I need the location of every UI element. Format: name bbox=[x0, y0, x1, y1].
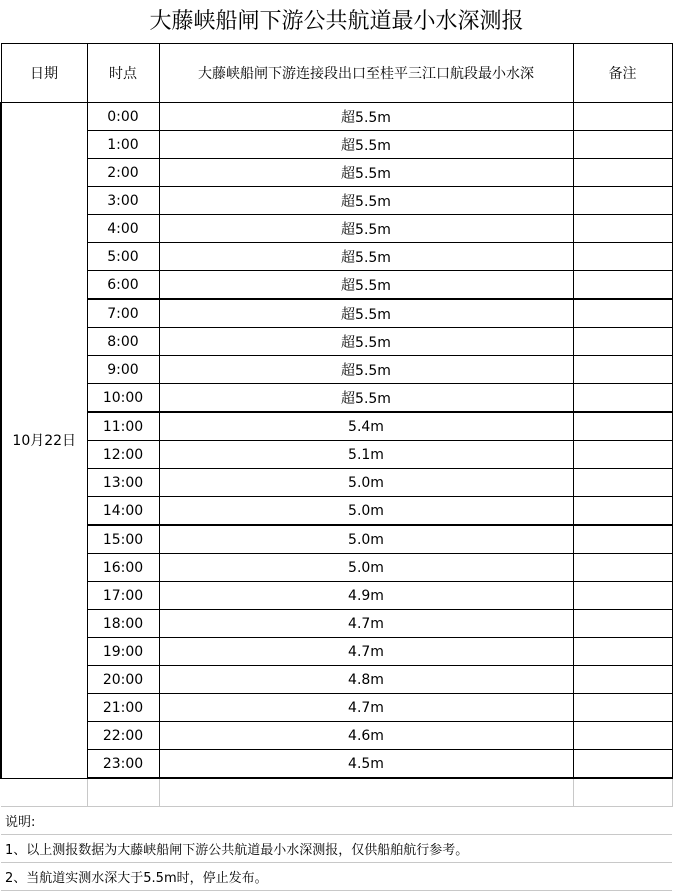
depth-cell: 4.8m bbox=[159, 666, 573, 694]
table-row bbox=[1, 610, 672, 638]
depth-cell: 4.7m bbox=[159, 610, 573, 638]
remark-cell bbox=[573, 384, 672, 413]
remark-cell bbox=[573, 525, 672, 554]
table-row bbox=[1, 131, 672, 159]
header-section: 大藤峡船闸下游连接段出口至桂平三江口航段最小水深 bbox=[159, 44, 573, 103]
table-row bbox=[1, 328, 672, 356]
time-cell: 8:00 bbox=[87, 328, 159, 356]
remark-cell bbox=[573, 666, 672, 694]
remark-cell bbox=[573, 497, 672, 526]
depth-cell: 超5.5m bbox=[159, 299, 573, 328]
remark-cell bbox=[573, 243, 672, 271]
depth-cell: 超5.5m bbox=[159, 103, 573, 131]
time-cell: 11:00 bbox=[87, 412, 159, 441]
depth-cell: 4.6m bbox=[159, 722, 573, 750]
table-row bbox=[1, 554, 672, 582]
note-row bbox=[1, 835, 672, 863]
table-row bbox=[1, 356, 672, 384]
time-cell: 10:00 bbox=[87, 384, 159, 413]
time-cell: 13:00 bbox=[87, 469, 159, 497]
depth-report-table bbox=[0, 43, 673, 891]
remark-cell bbox=[573, 159, 672, 187]
header-remark: 备注 bbox=[573, 44, 672, 103]
remark-cell bbox=[573, 412, 672, 441]
time-cell: 20:00 bbox=[87, 666, 159, 694]
remark-cell bbox=[573, 299, 672, 328]
time-cell: 16:00 bbox=[87, 554, 159, 582]
time-cell: 4:00 bbox=[87, 215, 159, 243]
time-cell: 12:00 bbox=[87, 441, 159, 469]
remark-cell bbox=[573, 554, 672, 582]
table-row bbox=[1, 215, 672, 243]
table-row bbox=[1, 271, 672, 300]
depth-cell: 5.0m bbox=[159, 525, 573, 554]
time-cell: 14:00 bbox=[87, 497, 159, 526]
table-row bbox=[1, 497, 672, 526]
time-cell: 23:00 bbox=[87, 750, 159, 779]
blank-cell bbox=[159, 778, 573, 807]
time-cell: 19:00 bbox=[87, 638, 159, 666]
remark-cell bbox=[573, 131, 672, 159]
time-cell: 21:00 bbox=[87, 694, 159, 722]
report-title: 大藤峡船闸下游公共航道最小水深测报 bbox=[149, 9, 524, 34]
remark-cell bbox=[573, 103, 672, 131]
depth-cell: 4.7m bbox=[159, 638, 573, 666]
table-row bbox=[1, 299, 672, 328]
depth-cell: 超5.5m bbox=[159, 159, 573, 187]
table-row bbox=[1, 694, 672, 722]
remark-cell bbox=[573, 441, 672, 469]
depth-cell: 4.9m bbox=[159, 582, 573, 610]
date-cell: 10月22日 bbox=[1, 103, 87, 779]
depth-cell: 5.0m bbox=[159, 497, 573, 526]
remark-cell bbox=[573, 271, 672, 300]
table-row bbox=[1, 525, 672, 554]
remark-cell bbox=[573, 694, 672, 722]
time-cell: 1:00 bbox=[87, 131, 159, 159]
header-row bbox=[1, 44, 672, 103]
remark-cell bbox=[573, 722, 672, 750]
table-row bbox=[1, 103, 672, 131]
depth-cell: 超5.5m bbox=[159, 271, 573, 300]
depth-cell: 超5.5m bbox=[159, 243, 573, 271]
table-row bbox=[1, 159, 672, 187]
note-row bbox=[1, 807, 672, 835]
time-cell: 3:00 bbox=[87, 187, 159, 215]
remark-cell bbox=[573, 610, 672, 638]
depth-cell: 4.5m bbox=[159, 750, 573, 779]
remark-cell bbox=[573, 187, 672, 215]
depth-cell: 5.4m bbox=[159, 412, 573, 441]
remark-cell bbox=[573, 356, 672, 384]
notes-label: 说明: bbox=[1, 807, 672, 835]
time-cell: 18:00 bbox=[87, 610, 159, 638]
time-cell: 17:00 bbox=[87, 582, 159, 610]
table-row bbox=[1, 441, 672, 469]
table-row bbox=[1, 638, 672, 666]
time-cell: 0:00 bbox=[87, 103, 159, 131]
depth-cell: 超5.5m bbox=[159, 131, 573, 159]
header-time: 时点 bbox=[87, 44, 159, 103]
depth-cell: 超5.5m bbox=[159, 215, 573, 243]
remark-cell bbox=[573, 582, 672, 610]
remark-cell bbox=[573, 469, 672, 497]
time-cell: 15:00 bbox=[87, 525, 159, 554]
note-line: 2、当航道实测水深大于5.5m时，停止发布。 bbox=[1, 863, 672, 891]
remark-cell bbox=[573, 638, 672, 666]
depth-cell: 超5.5m bbox=[159, 328, 573, 356]
time-cell: 9:00 bbox=[87, 356, 159, 384]
note-row bbox=[1, 863, 672, 891]
remark-cell bbox=[573, 750, 672, 779]
time-cell: 2:00 bbox=[87, 159, 159, 187]
time-cell: 5:00 bbox=[87, 243, 159, 271]
table-row bbox=[1, 384, 672, 413]
time-cell: 7:00 bbox=[87, 299, 159, 328]
header-date: 日期 bbox=[1, 44, 87, 103]
table-row bbox=[1, 412, 672, 441]
depth-cell: 超5.5m bbox=[159, 356, 573, 384]
table-row bbox=[1, 722, 672, 750]
depth-cell: 5.1m bbox=[159, 441, 573, 469]
note-line: 1、以上测报数据为大藤峡船闸下游公共航道最小水深测报，仅供船舶航行参考。 bbox=[1, 835, 672, 863]
blank-cell bbox=[1, 778, 87, 807]
table-row bbox=[1, 750, 672, 779]
table-row bbox=[1, 582, 672, 610]
depth-cell: 5.0m bbox=[159, 469, 573, 497]
blank-row bbox=[1, 778, 672, 807]
remark-cell bbox=[573, 328, 672, 356]
depth-cell: 4.7m bbox=[159, 694, 573, 722]
depth-cell: 5.0m bbox=[159, 554, 573, 582]
depth-cell: 超5.5m bbox=[159, 384, 573, 413]
depth-cell: 超5.5m bbox=[159, 187, 573, 215]
time-cell: 22:00 bbox=[87, 722, 159, 750]
blank-cell bbox=[87, 778, 159, 807]
table-row bbox=[1, 243, 672, 271]
table-row bbox=[1, 666, 672, 694]
table-row bbox=[1, 187, 672, 215]
time-cell: 6:00 bbox=[87, 271, 159, 300]
table-row bbox=[1, 469, 672, 497]
blank-cell bbox=[573, 778, 672, 807]
remark-cell bbox=[573, 215, 672, 243]
